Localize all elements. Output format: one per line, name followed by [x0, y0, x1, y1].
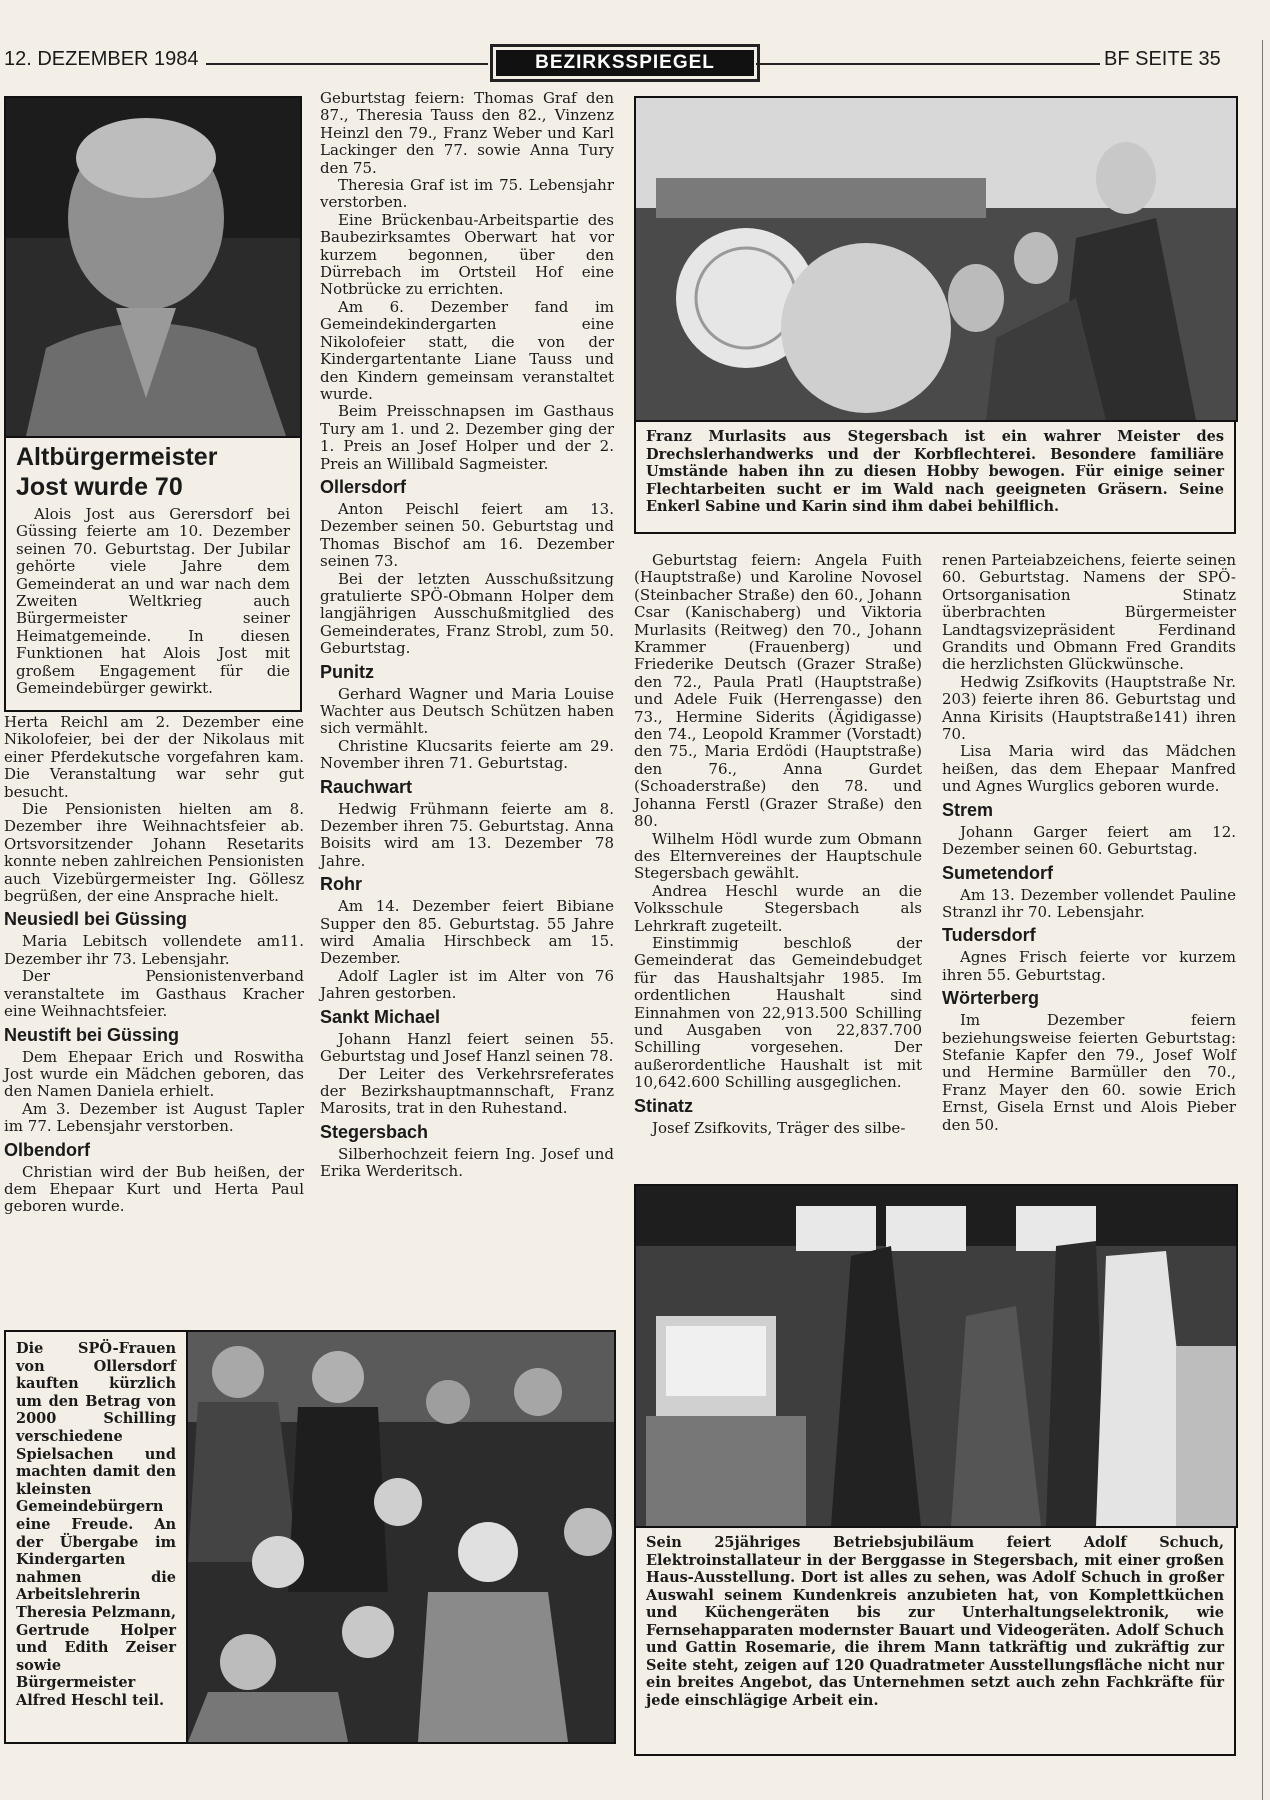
- col4-paragraph: Johann Garger feiert am 12. Dezember seinen 60. Geburtstag.: [942, 822, 1236, 859]
- subhead-olbendorf: Olbendorf: [4, 1139, 90, 1160]
- col4-paragraph: Agnes Frisch feierte vor kurzem ihren 55. Geburtstag.: [942, 948, 1236, 984]
- col2-paragraph: Hedwig Frühmann feierte am 8. Dezember ihren 75. Geburtstag. Anna Boisits wird am 13. Dezember 78 Jahre.: [320, 799, 614, 870]
- spoe-frauen-caption-panel: [6, 1332, 188, 1742]
- col1-paragraph: Der Pensionistenverband veranstaltete im Gasthaus Kracher eine Weihnachtsfeier.: [4, 967, 304, 1021]
- col1-paragraph: Christian wird der Bub heißen, der dem Ehepaar Kurt und Herta Paul geboren wurde.: [4, 1162, 304, 1216]
- workshop-figure: [636, 98, 1236, 420]
- col2-paragraph: Bei der letzten Ausschußsitzung gratulierte SPÖ-Obmann Holper dem langjährigen Ausschußmitglied des Gemeinderates, Franz Strobl, zum 50. Geburtstag.: [320, 569, 614, 658]
- portrait-photo: [4, 96, 302, 438]
- subhead-neusiedl: Neusiedl bei Güssing: [4, 909, 188, 930]
- subhead-ollersdorf: Ollersdorf: [320, 476, 407, 497]
- col2-paragraph: Anton Peischl feiert am 13. Dezember seinen 50. Geburtstag und Thomas Bischof am 16. Dezember seinen 73.: [320, 499, 614, 571]
- lead-intro-text: Alois Jost aus Gerersdorf bei Güssing feierte am 10. Dezember seinen 70. Geburtstag. Der Jubilar gehörte viele Jahre dem Gemeinderat an und war nach dem Zweiten Weltkrieg auch Bürgermeister seiner Heimatgemeinde. In diesen Funktionen hat Alois Jost mit großem Engagement für die Gemeindebürger gewirkt.: [16, 505, 290, 698]
- col2-paragraph: Johann Hanzl feiert seinen 55. Geburtstag und Josef Hanzl seinen 78.: [320, 1029, 614, 1066]
- col3-paragraph: Andrea Heschl wurde an die Volksschule Stegersbach als Lehrkraft zugeteilt.: [634, 881, 922, 935]
- col4-paragraph: Im Dezember feiern beziehungsweise feierten Geburtstag: Stefanie Kapfer den 79., Josef Wolf und Hermine Barmüller den 70., Franz Mayer den 60. sowie Erich Ernst, Gisela Ernst und Alois Pieber den 50.: [942, 1011, 1236, 1134]
- col1-paragraph: Am 3. Dezember ist August Tapler im 77. Lebensjahr verstorben.: [4, 1099, 304, 1136]
- col3-paragraph: Josef Zsifkovits, Träger des silbe-: [652, 1118, 906, 1137]
- col2-paragraph: Christine Klucsarits feierte am 29. November ihren 71. Geburtstag.: [320, 736, 614, 773]
- col2-paragraph: Geburtstag feiern: Thomas Graf den 87., Theresia Tauss den 82., Vinzenz Heinzl den 79., Franz Weber und Karl Lackinger den 77. sowie Anna Tury den 75.: [320, 89, 614, 177]
- col2-paragraph: Am 14. Dezember feiert Bibiane Supper den 85. Geburtstag. 55 Jahre wird Amalia Hirschbeck am 15. Dezember.: [320, 897, 614, 968]
- page-number: BF SEITE 35: [1104, 48, 1221, 70]
- col2-paragraph: Adolf Lagler ist im Alter von 76 Jahren gestorben.: [320, 966, 614, 1003]
- col4-paragraph: renen Parteiabzeichens, feierte seinen 60. Geburtstag. Namens der SPÖ-Ortsorganisation Stinatz überbrachten Bürgermeister Landtagsvizepräsident Ferdinand Grandits und Obmann Fred Grandits die herzlichsten Glückwünsche.: [942, 551, 1236, 674]
- schuch-caption: Sein 25jähriges Betriebsjubiläum feiert Adolf Schuch, Elektroinstallateur in der Berggasse in Stegersbach, mit einer großen Haus-Ausstellung. Dort ist alles zu sehen, was Adolf Schuch in großer Auswahl seinem Kundenkreis anzubieten hat, von Komplettküchen und Küchengeräten bis zur Unterhaltungselektronik, wie Fernsehapparaten modernster Bauart und Videogeräten. Adolf Schuch und Gattin Rosemarie, die ihrem Mann tatkräftig und zukräftig zur Seite steht, zeigen auf 120 Quadratmeter Ausstellungsfläche nicht nur ein breites Angebot, das Unternehmen setzt auch zehn Fachkräfte für jede einschlägige Arbeit ein.: [634, 1526, 1236, 1756]
- murlasits-caption: Franz Murlasits aus Stegersbach ist ein wahrer Meister des Drechslerhandwerks und der Korbflechterei. Besondere familiäre Umstände haben ihn zu diesen Hobby bewogen. Für einige seiner Flechtarbeiten sucht er im Wald nach geeigneten Gräsern. Seine Enkerl Sabine und Karin sind ihm dabei behilflich.: [634, 420, 1236, 534]
- col2-paragraph: Beim Preisschnapsen im Gasthaus Tury am 1. und 2. Dezember ging der 1. Preis an Josef Holper und der 2. Preis an Willibald Sagmeister.: [320, 402, 614, 473]
- subhead-stinatz: Stinatz: [634, 1095, 694, 1116]
- col1-paragraph: Herta Reichl am 2. Dezember eine Nikolofeier, bei der der Nikolaus mit einer Pferdekutsche vorgefahren kam. Die Veranstaltung war sehr gut besucht.: [4, 713, 304, 801]
- subhead-woerterberg: Wörterberg: [942, 988, 1040, 1009]
- subhead-punitz: Punitz: [320, 661, 374, 682]
- spoe-frauen-photo: [4, 1330, 616, 1744]
- subhead-rohr: Rohr: [320, 874, 362, 895]
- issue-date: 12. DEZEMBER 1984: [4, 48, 199, 70]
- col4-paragraph: Am 13. Dezember vollendet Pauline Stranzl ihr 70. Lebensjahr.: [942, 885, 1236, 921]
- murlasits-photo: [634, 96, 1238, 422]
- lead-headline-line2: Jost wurde 70: [16, 473, 183, 501]
- subhead-tudersdorf: Tudersdorf: [942, 925, 1036, 946]
- lead-headline-line1: Altbürgermeister: [16, 443, 218, 471]
- col3-paragraph: Wilhelm Hödl wurde zum Obmann des Elternvereines der Hauptschule Stegersbach gewählt.: [634, 829, 922, 883]
- kindergarten-figure: [188, 1332, 614, 1742]
- col2-paragraph: Der Leiter des Verkehrsreferates der Bezirkshauptmannschaft, Franz Marosits, trat in den Ruhestand.: [320, 1064, 614, 1118]
- col2-paragraph: Eine Brückenbau-Arbeitspartie des Baubezirksamtes Oberwart hat vor kurzem begonnen, über den Dürrebach im Ortsteil Hof eine Notbrücke zu errichten.: [320, 210, 614, 299]
- portrait-figure: [6, 98, 300, 436]
- column-4: [942, 552, 1236, 1134]
- col4-paragraph: Lisa Maria wird das Mädchen heißen, das dem Ehepaar Manfred und Agnes Wurglics geboren wurde.: [942, 742, 1236, 796]
- column-1: [4, 714, 304, 1216]
- header-rule-left: [206, 63, 488, 65]
- subhead-neustift: Neustift bei Güssing: [4, 1024, 180, 1045]
- column-2: [320, 90, 614, 1181]
- col2-paragraph: Am 6. Dezember fand im Gemeindekindergarten eine Nikolofeier statt, die von der Kindergartentante Liane Tauss und den Kindern gemeinsam veranstaltet wurde.: [320, 297, 614, 403]
- lead-intro: [16, 506, 290, 697]
- col2-paragraph: Theresia Graf ist im 75. Lebensjahr verstorben.: [320, 176, 614, 212]
- subhead-stegersbach: Stegersbach: [320, 1121, 429, 1142]
- col1-paragraph: Maria Lebitsch vollendete am11. Dezember ihr 73. Lebensjahr.: [4, 932, 304, 968]
- col4-paragraph: Hedwig Zsifkovits (Hauptstraße Nr. 203) feierte ihren 86. Geburtstag und Anna Kirisits (Hauptstraße141) ihren 70.: [942, 672, 1236, 744]
- subhead-sankt-michael: Sankt Michael: [320, 1006, 441, 1027]
- col3-paragraph: Einstimmig beschloß der Gemeinderat das Gemeindebudget für das Haushaltsjahr 1985. Im ordentlichen Haushalt sind Einnahmen von 22,913.500 Schilling und Ausgaben von 22,837.700 Schilling vorgesehen. Der außerordentliche Haushalt ist mit 10,642.600 Schilling ausgeglichen.: [634, 933, 922, 1092]
- subhead-rauchwart: Rauchwart: [320, 776, 413, 797]
- schuch-photo: [634, 1184, 1238, 1528]
- section-banner: BEZIRKSSPIEGEL: [490, 44, 760, 82]
- col1-paragraph: Dem Ehepaar Erich und Roswitha Jost wurde ein Mädchen geboren, das den Namen Daniela erhielt.: [4, 1047, 304, 1101]
- store-figure: [636, 1186, 1236, 1526]
- spoe-frauen-caption: Die SPÖ-Frauen von Ollersdorf kauften kürzlich um den Betrag von 2000 Schilling verschiedene Spielsachen und machten damit den kleinsten Gemeindebürgern eine Freude. An der Übergabe im Kindergarten nahmen die Arbeitslehrerin Theresia Pelzmann, Gertrude Holper und Edith Zeiser sowie Bürgermeister Alfred Heschl teil.: [16, 1340, 176, 1709]
- col2-paragraph: Gerhard Wagner und Maria Louise Wachter aus Deutsch Schützen haben sich vermählt.: [320, 684, 614, 738]
- col2-paragraph: Silberhochzeit feiern Ing. Josef und Erika Werderitsch.: [320, 1144, 614, 1181]
- page-edge-line: [1262, 40, 1263, 1800]
- col1-paragraph: Die Pensionisten hielten am 8. Dezember ihre Weihnachtsfeier ab. Ortsvorsitzender Johann Resetarits konnte neben zahlreichen Pensionisten auch Vizebürgermeister Ing. Göllesz begrüßen, der eine Ansprache hielt.: [4, 800, 304, 906]
- header-rule-right: [756, 63, 1100, 65]
- col3-paragraph: Geburtstag feiern: Angela Fuith (Hauptstraße) und Karoline Novosel (Steinbacher Straße) den 60., Johann Csar (Kanischaberg) und Viktoria Murlasits (Reitweg) den 70., Johann Krammer (Frauenberg) und Friederike Deutsch (Grazer Straße) den 72., Paula Pratl (Hauptstraße) und Adele Fuik (Herrengasse) den 73., Hermine Siderits (Ägidigasse) den 74., Leopold Krammer (Vorstadt) den 75., Maria Erdödi (Hauptstraße) den 76., Anna Gurdet (Schoaderstraße) den 78. und Johanna Ferstl (Grazer Straße) den 80.: [634, 551, 922, 831]
- lead-article-box: [4, 436, 302, 712]
- column-3: [634, 552, 922, 1137]
- subhead-sumetendorf: Sumetendorf: [942, 862, 1054, 883]
- subhead-strem: Strem: [942, 799, 994, 820]
- lead-headline: [16, 442, 300, 502]
